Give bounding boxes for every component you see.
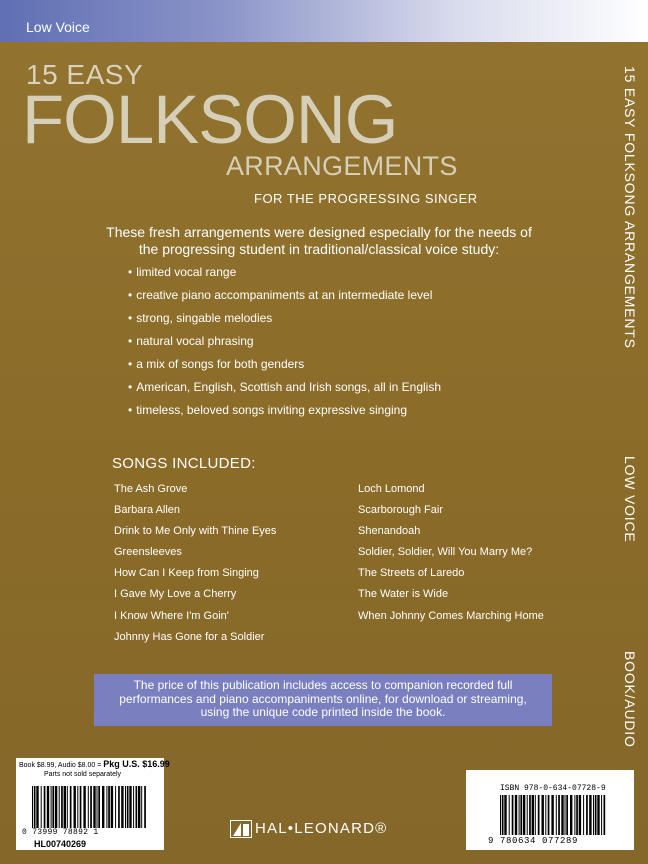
song-item: Barbara Allen: [114, 504, 181, 517]
barcode-bar: [523, 795, 525, 835]
audio-access-notice: The price of this publication includes access to companion recorded full performances and piano accompaniments online, for download or streaming, using the unique code printed inside the book.: [94, 674, 552, 726]
barcode-bar: [106, 786, 107, 828]
barcode-bar: [32, 786, 33, 828]
barcode-bar: [604, 795, 606, 835]
barcode-bar: [551, 795, 553, 835]
song-list-right: [358, 483, 544, 631]
barcode-bar: [36, 786, 38, 828]
barcode-bar: [144, 786, 146, 828]
barcode-bar: [532, 795, 534, 835]
bullet-icon: •: [128, 265, 133, 279]
barcode-bar: [535, 795, 536, 835]
song-item: Greensleeves: [114, 546, 182, 559]
barcode-bar: [77, 786, 78, 828]
barcode-bar: [566, 795, 568, 835]
publisher-logo: [230, 818, 387, 840]
song-item: The Streets of Laredo: [358, 567, 465, 580]
barcode-bar: [51, 786, 52, 828]
song-item: Shenandoah: [358, 525, 421, 538]
barcode-bar: [64, 786, 66, 828]
song-item: I Know Where I'm Goin': [114, 609, 229, 622]
barcode-bar: [34, 786, 36, 828]
barcode-bar: [118, 786, 120, 828]
barcode-bar: [115, 786, 116, 828]
bullet-icon: •: [128, 380, 133, 394]
song-item: When Johnny Comes Marching Home: [358, 609, 544, 622]
barcode-bar: [102, 786, 104, 828]
barcode-bar: [593, 795, 594, 835]
song-item: Drink to Me Only with Thine Eyes: [114, 525, 277, 538]
barcode-bar: [80, 786, 82, 828]
barcode-bar: [90, 786, 92, 828]
barcode-bar: [55, 786, 57, 828]
barcode-bar: [98, 786, 100, 828]
barcode-bar: [545, 795, 546, 835]
intro-text: These fresh arrangements were designed especially for the needs of the progressing student in traditional/classical voice study:: [106, 224, 532, 257]
header-band: [0, 0, 648, 42]
isbn-label: [466, 770, 634, 850]
barcode-bar: [141, 786, 142, 828]
title-sub: ARRANGEMENTS: [226, 151, 458, 181]
barcode-bar: [558, 795, 560, 835]
song-item: Scarborough Fair: [358, 504, 443, 517]
parts-note: Parts not sold separately: [44, 771, 122, 778]
song-item: Johnny Has Gone for a Soldier: [114, 630, 265, 643]
feature-item: • strong, singable melodies: [128, 311, 273, 325]
barcode-bar: [586, 795, 588, 835]
barcode-bar: [556, 795, 557, 835]
barcode-bar: [108, 786, 110, 828]
barcode-bar: [41, 786, 42, 828]
barcode-bar: [595, 795, 597, 835]
feature-item: • limited vocal range: [128, 265, 237, 279]
song-list-left: [114, 483, 276, 652]
barcode-bar: [93, 786, 95, 828]
title-main: FOLKSONG: [22, 81, 398, 158]
isbn-digits: 9 780634 077289: [488, 836, 579, 846]
barcode-bar: [61, 786, 63, 828]
barcode-bar: [548, 795, 550, 835]
barcode-bar: [74, 786, 76, 828]
spine-voice: LOW VOICE: [622, 456, 638, 543]
barcode-bar: [542, 795, 544, 835]
barcode-bar: [502, 795, 504, 835]
feature-item: • American, English, Scottish and Irish songs, all in English: [128, 380, 442, 394]
barcode-bar: [70, 786, 72, 828]
barcode-bar: [44, 786, 46, 828]
songs-heading: SONGS INCLUDED:: [112, 455, 256, 472]
barcode-bar: [127, 786, 129, 828]
song-item: How Can I Keep from Singing: [114, 567, 259, 580]
publisher-name: HAL•LEONARD®: [255, 820, 388, 837]
barcode-bar: [519, 795, 520, 835]
barcode-bar: [129, 786, 131, 828]
feature-item: • a mix of songs for both genders: [128, 357, 305, 371]
barcode-bar: [561, 795, 563, 835]
voice-label: Low Voice: [26, 19, 90, 35]
barcode-bar: [97, 786, 98, 828]
barcode-bar: [52, 786, 54, 828]
feature-item: • creative piano accompaniments at an intermediate level: [128, 288, 433, 302]
price-label: [16, 758, 170, 782]
barcode-bar: [529, 795, 531, 835]
bullet-icon: •: [128, 357, 133, 371]
isbn-number: ISBN 978-0-634-07728-9: [500, 784, 606, 793]
spine-title: 15 EASY FOLKSONG ARRANGEMENTS: [622, 66, 638, 349]
barcode-bar: [504, 795, 506, 835]
spine-format: BOOK/AUDIO: [622, 651, 638, 748]
barcode-bar: [576, 795, 578, 835]
title-number: 15 EASY: [26, 59, 144, 90]
barcode-bar: [538, 795, 540, 835]
price-breakdown: Book $8.99, Audio $8.00 = Pkg U.S. $16.99: [19, 759, 170, 769]
barcode-bar: [121, 786, 123, 828]
feature-item: • natural vocal phrasing: [128, 334, 254, 348]
barcode-bar: [67, 786, 68, 828]
barcode-bar: [589, 795, 591, 835]
song-item: The Ash Grove: [114, 483, 188, 495]
item-code: HL00740269: [34, 839, 87, 849]
price-total: Pkg U.S. $16.99: [103, 759, 170, 769]
song-item: Soldier, Soldier, Will You Marry Me?: [358, 546, 533, 559]
hal-leonard-logo-icon: [230, 820, 252, 838]
barcode-bar: [579, 795, 581, 835]
bullet-icon: •: [128, 334, 133, 348]
barcode-bar: [138, 786, 140, 828]
isbn-barcode: [500, 795, 606, 835]
barcode-bar: [574, 795, 575, 835]
barcode-bar: [515, 795, 517, 835]
barcode-bar: [88, 786, 89, 828]
barcode-bar: [83, 786, 85, 828]
barcode-bar: [500, 795, 501, 835]
barcode-bar: [597, 795, 599, 835]
barcode-bar: [136, 786, 138, 828]
barcode-bar: [47, 786, 49, 828]
barcode-bar: [520, 795, 522, 835]
bullet-icon: •: [128, 311, 133, 325]
bullet-icon: •: [128, 288, 133, 302]
feature-item: • timeless, beloved songs inviting expressive singing: [128, 403, 408, 417]
barcode-bar: [570, 795, 572, 835]
barcode-bar: [565, 795, 566, 835]
feature-list: [128, 265, 441, 426]
upc-barcode: [32, 786, 148, 828]
barcode-bar: [59, 786, 60, 828]
tagline: FOR THE PROGRESSING SINGER: [254, 191, 478, 206]
song-item: I Gave My Love a Cherry: [114, 588, 237, 601]
barcode-bar: [527, 795, 528, 835]
barcode-bar: [601, 795, 602, 835]
song-item: Loch Lomond: [358, 483, 425, 495]
upc-digits: 0 73999 78892 1: [22, 828, 99, 837]
upc-label: [16, 782, 164, 850]
barcode-bar: [512, 795, 514, 835]
barcode-bar: [111, 786, 113, 828]
barcode-bar: [133, 786, 134, 828]
bullet-icon: •: [128, 403, 133, 417]
barcode-bar: [125, 786, 126, 828]
barcode-bar: [509, 795, 510, 835]
barcode-bar: [583, 795, 584, 835]
song-item: The Water is Wide: [358, 588, 449, 601]
